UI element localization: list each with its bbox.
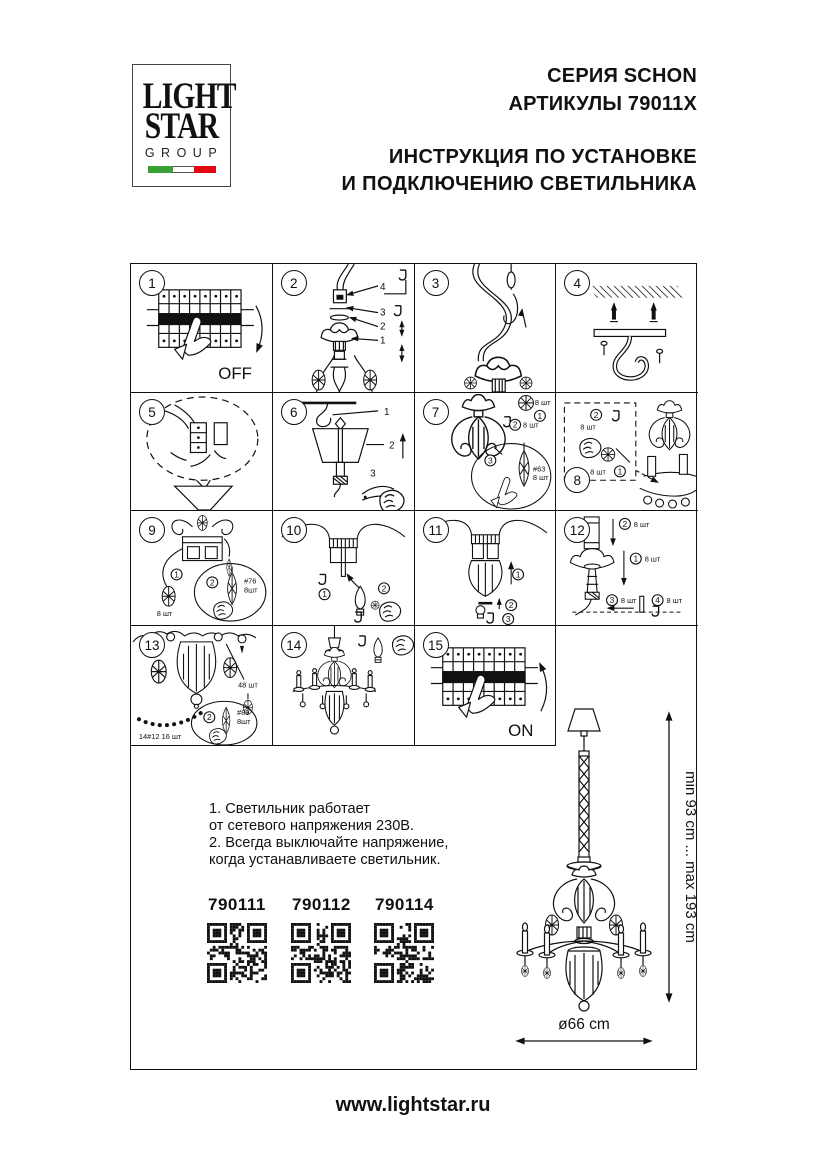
- diameter-dimension-label: ø66 cm: [558, 1016, 610, 1033]
- step-cell-14: [273, 626, 415, 746]
- step-8-number: 8: [564, 467, 590, 493]
- step-14-number: 14: [281, 632, 307, 658]
- instruction-title: [341, 144, 697, 198]
- step-6-number: 6: [281, 399, 307, 425]
- qty-label: 8 шт: [532, 473, 548, 483]
- steps-grid: [130, 263, 697, 1070]
- callout-circle-2: [378, 583, 389, 594]
- safety-notes: [209, 801, 489, 869]
- qty-label: 8 шт: [534, 397, 550, 407]
- chandelier-diagram: [479, 689, 711, 1057]
- step-cell-1: [131, 264, 273, 393]
- svg-text:1: 1: [174, 569, 179, 580]
- step-cell-2: [273, 264, 415, 393]
- step-1-number: 1: [139, 270, 165, 296]
- beads-qty-label: 14#12 16 шт: [138, 732, 182, 742]
- svg-text:1: 1: [617, 466, 623, 477]
- italy-flag-icon: [148, 166, 216, 173]
- off-label: OFF: [218, 364, 252, 384]
- callout-3-label: 3: [379, 307, 386, 319]
- articles-title: АРТИКУЛЫ 79011X: [508, 93, 697, 115]
- callout-circle-4: [652, 595, 663, 606]
- svg-text:2: 2: [512, 419, 517, 430]
- step-cell-6: [273, 393, 415, 511]
- part-label: #89: [237, 708, 250, 718]
- svg-text:3: 3: [487, 455, 493, 466]
- step-cell-4: [556, 264, 698, 393]
- callout-circle-2: [204, 712, 215, 723]
- step-3-number: 3: [423, 270, 449, 296]
- svg-text:2: 2: [594, 409, 599, 420]
- callout-circle-2: [505, 600, 516, 611]
- callout-circle-1: [512, 569, 523, 580]
- callout-circle-3: [607, 595, 618, 606]
- svg-text:3: 3: [505, 614, 511, 625]
- step-13-number: 13: [139, 632, 165, 658]
- qty-label: 8 шт: [590, 467, 606, 477]
- step-cell-9: [131, 511, 273, 626]
- callout-1-label: 1: [383, 406, 390, 418]
- svg-text:1: 1: [515, 569, 520, 580]
- website-url: www.lightstar.ru: [335, 1094, 491, 1116]
- article-code-790114: 790114: [375, 895, 434, 914]
- step-9-number: 9: [139, 517, 165, 543]
- note-line-4: когда устанавливаете светильник.: [209, 852, 441, 868]
- qty-label: 8 шт: [580, 422, 597, 432]
- part-label: #76: [243, 576, 257, 586]
- qty-label: 8 шт: [666, 596, 683, 606]
- logo-word-light: LIGHT: [142, 76, 236, 117]
- header-titles: [341, 62, 697, 198]
- callout-2-label: 2: [388, 440, 395, 452]
- qty-label: 8шт: [243, 585, 258, 595]
- svg-text:3: 3: [609, 595, 615, 606]
- step-5-number: 5: [139, 399, 165, 425]
- svg-text:1: 1: [537, 410, 542, 421]
- callout-circle-2: [207, 577, 218, 588]
- qty-label-48: 48 шт: [238, 680, 258, 690]
- note-line-3: 2. Всегда выключайте напряжение,: [209, 835, 449, 851]
- qty-label: 8шт: [237, 717, 251, 727]
- callout-circle-2: [620, 518, 631, 529]
- step-cell-13: [131, 626, 273, 746]
- step-cell-3: [415, 264, 557, 393]
- svg-text:2: 2: [206, 712, 212, 723]
- callout-circle-1: [171, 569, 182, 580]
- step-4-number: 4: [564, 270, 590, 296]
- callout-circle-1: [615, 466, 626, 477]
- step-2-number: 2: [281, 270, 307, 296]
- svg-text:1: 1: [633, 553, 639, 564]
- logo-word-group: GROUP: [144, 146, 224, 161]
- step-cell-7: [415, 393, 557, 511]
- step-cell-12: [556, 511, 698, 626]
- step-cell-5: [131, 393, 273, 511]
- qty-label: 8 шт: [522, 420, 539, 430]
- callout-circle-3: [502, 614, 513, 625]
- callout-2-label: 2: [379, 321, 386, 333]
- step-10-number: 10: [281, 517, 307, 543]
- on-label: ON: [507, 721, 533, 741]
- svg-text:2: 2: [381, 583, 387, 594]
- series-title: СЕРИЯ SCHON: [547, 65, 697, 87]
- part-label: #63: [532, 464, 545, 474]
- qty-label: 8 шт: [621, 596, 637, 606]
- qty-label: 8 шт: [156, 609, 173, 619]
- qr-code-790114: [374, 923, 434, 983]
- logo-word-star: STAR: [144, 105, 219, 147]
- svg-text:4: 4: [655, 595, 661, 606]
- callout-3-label: 3: [369, 468, 376, 480]
- step-15-number: 15: [423, 632, 449, 658]
- callout-circle-1: [319, 589, 330, 600]
- qr-code-790112: [291, 923, 351, 983]
- note-line-2: от сетевого напряжения 230В.: [209, 818, 415, 834]
- step-cell-10: [273, 511, 415, 626]
- step-cell-8: [556, 393, 698, 511]
- instruction-title-line1: ИНСТРУКЦИЯ ПО УСТАНОВКЕ: [388, 146, 697, 168]
- svg-text:2: 2: [209, 577, 215, 588]
- callout-circle-1: [534, 410, 545, 421]
- svg-text:2: 2: [622, 518, 628, 529]
- instruction-title-line2: И ПОДКЛЮЧЕНИЮ СВЕТИЛЬНИКА: [341, 173, 697, 195]
- step-cell-11: [415, 511, 557, 626]
- note-line-1: 1. Светильник работает: [209, 801, 370, 817]
- svg-text:2: 2: [508, 600, 513, 611]
- step-11-number: 11: [423, 517, 449, 543]
- callout-circle-2: [509, 419, 520, 430]
- height-dimension-label: min 93 cm ... max 193 cm: [682, 771, 699, 943]
- callout-circle-3: [484, 455, 495, 466]
- callout-4-label: 4: [379, 281, 386, 293]
- callout-circle-2: [591, 409, 602, 420]
- callout-1-label: 1: [379, 335, 386, 347]
- qr-code-790111: [207, 923, 267, 983]
- svg-text:1: 1: [321, 589, 327, 600]
- qty-label: 8 шт: [644, 554, 661, 564]
- step-7-number: 7: [423, 399, 449, 425]
- step-12-number: 12: [564, 517, 590, 543]
- callout-circle-1: [631, 553, 642, 564]
- lightstar-logo: [132, 64, 236, 187]
- article-code-790112: 790112: [292, 895, 351, 914]
- qty-label: 8 шт: [634, 519, 650, 529]
- article-code-790111: 790111: [208, 895, 266, 914]
